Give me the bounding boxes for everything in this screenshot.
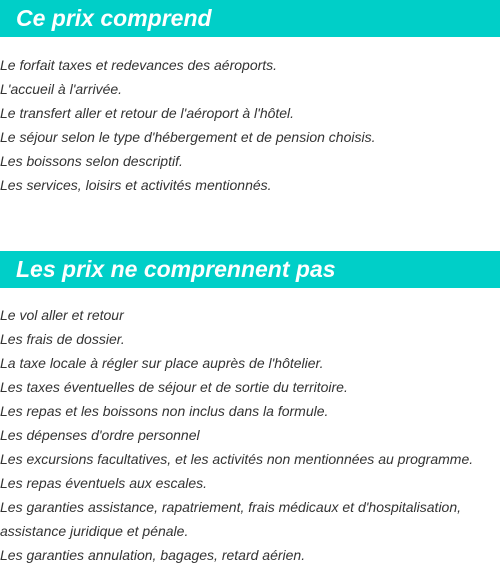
price-excluded-section	[0, 251, 500, 567]
list-item: Le vol aller et retour	[0, 307, 124, 323]
list-item: Les boissons selon descriptif.	[0, 153, 183, 169]
list-item: L'accueil à l'arrivée.	[0, 81, 123, 97]
list-item: Le séjour selon le type d'hébergement et de pension choisis.	[0, 129, 376, 145]
price-included-list	[0, 37, 500, 197]
list-item: Les repas éventuels aux escales.	[0, 475, 208, 491]
price-excluded-list	[0, 288, 500, 567]
price-excluded-title: Les prix ne comprennent pas	[16, 256, 336, 282]
list-item: Les excursions facultatives, et les activités non mentionnées au programme.	[0, 451, 474, 467]
price-included-section	[0, 0, 500, 197]
price-included-header	[0, 0, 500, 37]
price-included-title: Ce prix comprend	[16, 5, 212, 31]
price-excluded-header	[0, 251, 500, 288]
list-item: Les dépenses d'ordre personnel	[0, 427, 200, 443]
list-item: Les garanties assistance, rapatriement, frais médicaux et d'hospitalisation, assistance juridique et pénale.	[0, 499, 462, 539]
list-item: Les taxes éventuelles de séjour et de sortie du territoire.	[0, 379, 348, 395]
list-item: Les frais de dossier.	[0, 331, 125, 347]
list-item: Le transfert aller et retour de l'aéroport à l'hôtel.	[0, 105, 295, 121]
list-item: Les repas et les boissons non inclus dans la formule.	[0, 403, 329, 419]
list-item: Le forfait taxes et redevances des aéroports.	[0, 57, 278, 73]
list-item: La taxe locale à régler sur place auprès de l'hôtelier.	[0, 355, 324, 371]
list-item: Les services, loisirs et activités mentionnés.	[0, 177, 272, 193]
list-item: Les garanties annulation, bagages, retard aérien.	[0, 547, 306, 563]
